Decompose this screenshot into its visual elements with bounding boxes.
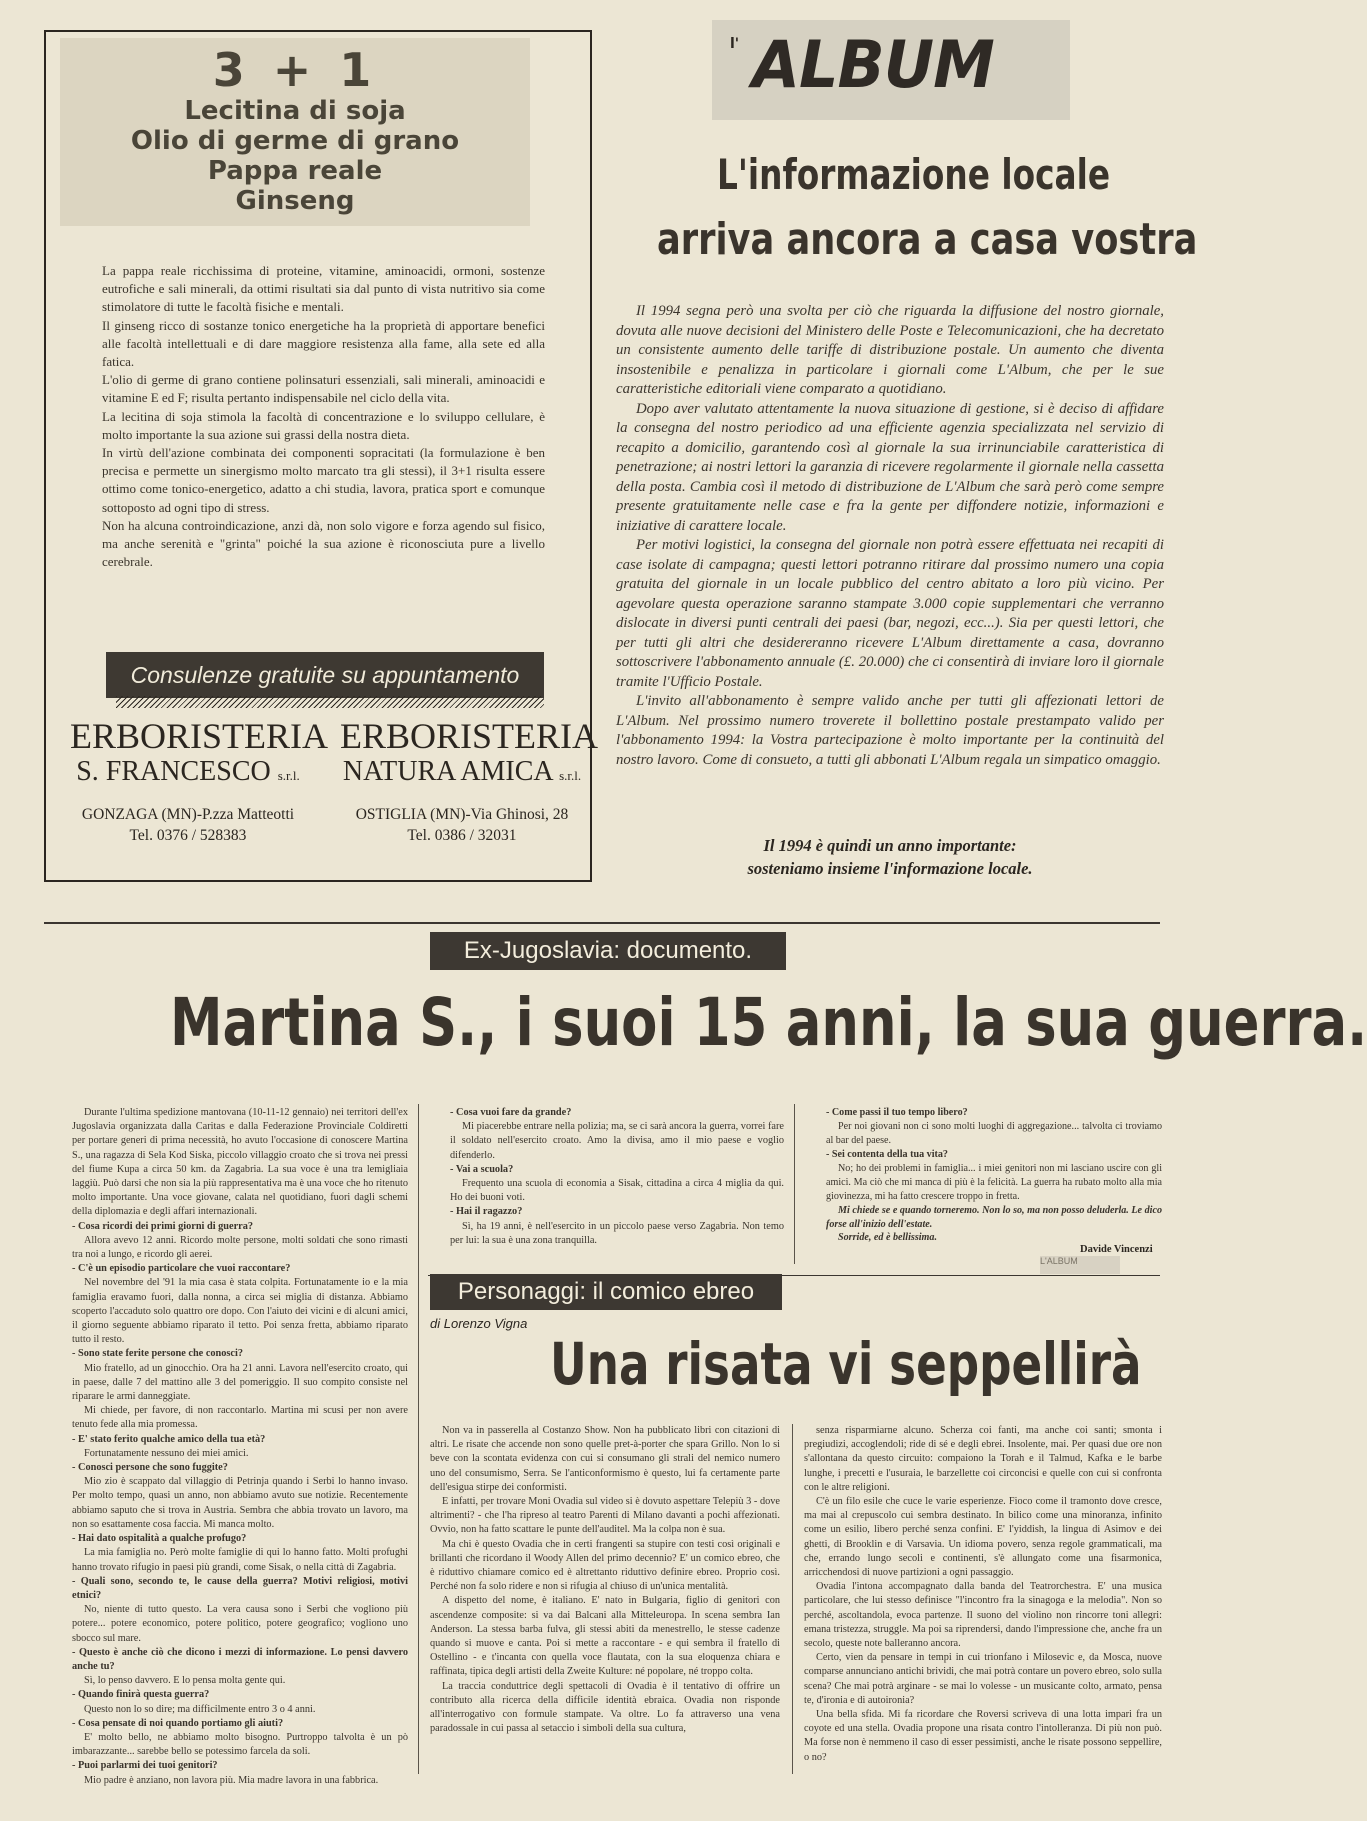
article2-column-2 bbox=[804, 1424, 1162, 1765]
interview-question: - Sei contenta della tua vita? bbox=[826, 1148, 948, 1160]
interview-note: Mi chiede se e quando torneremo. Non lo so, ma non posso deluderla. Le dico forse all'inizio dell'estate. bbox=[826, 1204, 1162, 1230]
interview-answer: No; ho dei problemi in famiglia... i miei genitori non mi lasciano uscire con gli amici. Ma ciò che mi manca di più è la felicità. La guerra ha rubato molto alla mia giovinezza, mi ha fatto crescere troppo in fretta. bbox=[826, 1162, 1162, 1202]
album-headline-1: L'informazione locale bbox=[717, 150, 1111, 199]
interview-question: - Hai dato ospitalità a qualche profugo? bbox=[72, 1533, 247, 1545]
interview-question: - Puoi parlarmi dei tuoi genitori? bbox=[72, 1760, 218, 1772]
ad-product: Pappa reale bbox=[207, 156, 383, 186]
article-paragraph: Ma chi è questo Ovadia che in certi frangenti sa stupire con testi così originali e brillanti che ricordano il Woody Allen del primo decennio? E' un comico ebreo, che è riduttivo chiamare comico ed è altrettanto riduttivo definire ebreo. Proprio così. Perché non fa solo ridere e non si rifugia al chiuso di un'unica mentalità. bbox=[430, 1538, 780, 1593]
shop-name-1: ERBORISTERIA bbox=[70, 716, 329, 756]
ad-product: Olio di germe di grano bbox=[130, 126, 460, 156]
article2-kicker: Personaggi: il comico ebreo bbox=[430, 1274, 782, 1310]
ad-paragraph: La lecitina di soja stimola la facoltà di concentrazione e lo sviluppo cellulare, è molto importante la sua azione sui grassi della nostra dieta. bbox=[102, 408, 545, 442]
ad-paragraph: L'olio di germe di grano contiene polinsaturi essenziali, sali minerali, aminoacidi e vitamine E ed F; risulta pertanto indispensabile nel ciclo della vita. bbox=[102, 372, 545, 406]
article2-byline: di Lorenzo Vigna bbox=[430, 1316, 528, 1331]
interview-question: - E' stato ferito qualche amico della tua età? bbox=[72, 1433, 266, 1445]
interview-answer: No, niente di tutto questo. La vera causa sono i Serbi che vogliono più potere... potere economico, potere politico, potere geografico; vogliono uno sbocco sul mare. bbox=[72, 1604, 408, 1644]
interview-question: - Come passi il tuo tempo libero? bbox=[826, 1107, 968, 1118]
album-closing bbox=[616, 834, 1164, 880]
album-paragraph: Il 1994 segna però una svolta per ciò che riguarda la diffusione del nostro giornale, dovuta alle nuove decisioni del Ministero delle Poste e Telecomunicazioni, che ha decretato un consistente aumento delle tariffe di distribuzione postale. Un aumento che diventa insostenibile e penalizza in particolare i giornali come L'Album, che per le sue caratteristiche editoriali viene comparato a quotidiano. bbox=[616, 303, 1164, 397]
interview-answer: Mio padre è anziano, non lavora più. Mia madre lavora in una fabbrica. bbox=[84, 1774, 379, 1786]
article-paragraph: Una bella sfida. Mi fa ricordare che Roversi scriveva di una lotta impari fra un coyote ed una stella. Ovadia propone una risata contro l'intolleranza. Di più non può. Ma forse non è nemmeno il caso di esser pessimisti, anche le risate possono seppellire, o no? bbox=[804, 1709, 1162, 1763]
interview-answer: Sì, lo penso davvero. E lo pensa molta gente qui. bbox=[84, 1675, 286, 1687]
interview-question: - C'è un episodio particolare che vuoi raccontare? bbox=[72, 1263, 291, 1275]
ghost-label: L'ALBUM bbox=[1040, 1256, 1120, 1274]
interview-answer: Allora avevo 12 anni. Ricordo molte persone, molti soldati che sono rimasti tra noi a lungo, e ricordo gli aerei. bbox=[72, 1234, 408, 1261]
article-paragraph: senza risparmiarne alcuno. Scherza coi fanti, ma anche coi santi; smonta i pregiudizi, accoglendoli; ride di sé e degli ebrei. Insolente, mai. Per quasi due ore non s'allontana da questo circuito: compaiono la Torah e il Talmud, Kafka e le barbe lunghe, i precetti e l'usuraia, le barzellette coi circoncisi e quelle con cui si confronta con le altre religioni. bbox=[804, 1425, 1162, 1493]
interview-answer: Mi chiede, per favore, di non raccontarlo. Martina mi scusi per non avere tenuto fede alla mia promessa. bbox=[72, 1405, 408, 1431]
column-rule bbox=[792, 1424, 793, 1774]
interview-question: - Hai il ragazzo? bbox=[450, 1206, 523, 1218]
ad-product-header bbox=[60, 38, 530, 226]
album-paragraph: Dopo aver valutato attentamente la nuova situazione di gestione, si è deciso di affidare la consegna del nostro periodico ad una efficiente agenzia specializzata nel servizio di recapito a domicilio, garantendo così al giornale la sua irrinunciabile caratteristica di penetrazione; ai nostri lettori la garanzia di ricevere regolarmente il giornale nella cassetta della posta. Cambia così il metodo di distribuzione de L'Album che sarà però come sempre presente gratuitamente nelle case e fra la gente per diffondere notizie, informazioni e iniziative di carattere locale. bbox=[616, 400, 1164, 534]
shop-suffix: s.r.l. bbox=[559, 768, 582, 783]
interview-question: - Cosa pensate di noi quando portiamo gli aiuti? bbox=[72, 1717, 284, 1729]
article1-headline: Martina S., i suoi 15 anni, la sua guerra. bbox=[170, 984, 1367, 1061]
shop-phone: Tel. 0386 / 32031 bbox=[407, 827, 517, 844]
article1-column-2 bbox=[450, 1106, 784, 1248]
article-paragraph: La traccia conduttrice degli spettacoli di Ovadia è il tentativo di offrire un contributo alla ricerca della difficile identità ebraica. Ovadia non risponde all'interrogativo con formule stampate. Va oltre. Lo fa attraverso una vena paradossale in cui passa al setaccio i simboli della sua cultura, bbox=[430, 1680, 780, 1735]
interview-question: - Cosa vuoi fare da grande? bbox=[450, 1107, 572, 1118]
article-paragraph: Certo, vien da pensare in tempi in cui trionfano i Milosevic e, da Mosca, nuove comparse annunciano antichi brividi, che mai potrà contare un povero ebreo, solo sulla scena? Che mai potrà arginare - se mai lo volesse - un musicante colto, armato, pensa te, d'ironia e di autoironia? bbox=[804, 1652, 1162, 1706]
article-paragraph: C'è un filo esile che cuce le varie esperienze. Fioco come il tramonto dove cresce, ma mai al crepuscolo cui sembra destinato. In bilico come una minoranza, infinito come un esilio, libero perché senza confini. E' l'yiddish, la lingua di Asimov e dei ghetti, di Brooklin e di Varsavia. Un idioma povero, senza regole grammaticali, ma che, errando lungo secoli e continenti, s'è allungato come una fisarmonica, arricchendosi di nuove partizioni a ogni passaggio. bbox=[804, 1496, 1162, 1579]
shop-address: OSTIGLIA (MN)-Via Ghinosi, 28 bbox=[355, 806, 569, 823]
interview-question: - Quali sono, secondo te, le cause della guerra? Motivi religiosi, motivi etnici? bbox=[72, 1575, 408, 1601]
interview-answer: La mia famiglia no. Però molte famiglie di qui lo hanno fatto. Molti profughi hanno trovato rifugio in paesi più grandi, come Sisak, o nella città di Zagabria. bbox=[72, 1547, 408, 1573]
interview-question: - Sono state ferite persone che conosci? bbox=[72, 1348, 244, 1360]
interview-answer: E' molto bello, ne abbiamo molto bisogno. Purtroppo talvolta è un pò imbarazzante... sarebbe bello se potessimo farcela da soli. bbox=[72, 1731, 408, 1758]
interview-answer: Sì, ha 19 anni, è nell'esercito in un piccolo paese verso Zagabria. Non temo per lui: la sua è una zona tranquilla. bbox=[450, 1220, 784, 1246]
interview-answer: Per noi giovani non ci sono molti luoghi di aggregazione... talvolta ci troviamo al bar del paese. bbox=[826, 1120, 1162, 1146]
interview-question: - Vai a scuola? bbox=[450, 1163, 514, 1175]
interview-question: - Questo è anche ciò che dicono i mezzi di informazione. Lo pensi davvero anche tu? bbox=[72, 1646, 408, 1672]
interview-answer: Mi piacerebbe entrare nella polizia; ma, se ci sarà ancora la guerra, vorrei fare il soldato nell'esercito croato. Amo la divisa, amo il mio paese e voglio difenderlo. bbox=[450, 1121, 784, 1161]
interview-question: - Cosa ricordi dei primi giorni di guerra? bbox=[72, 1220, 254, 1232]
article-paragraph: E infatti, per trovare Moni Ovadia sul video si è dovuto aspettare Telepiù 3 - dove altrimenti? - che l'ha ripreso al teatro Parenti di Milano davanti a pochi affezionati. Ovvio, non ha fatto scattare le punte dell'auditel. Ma la colpa non è sua. bbox=[430, 1496, 780, 1536]
article-paragraph: A dispetto del nome, è italiano. E' nato in Bulgaria, figlio di genitori con ascendenze composite: si va dai Balcani alla Mitteleuropa. In scena sembra Ian Anderson. La stessa barba fulva, gli stessi abiti da menestrello, le stesse cadenze quando si muove e canta. Poi si mette a raccontare - e qui sembra il fratello di Ostellino - e t'incanta con quella voce flautata, con la sua eloquenza chiara e raffinata, tipica degli artisti della Zweite Kulture: né popolare, né troppo colta. bbox=[430, 1595, 780, 1678]
shop-phone: Tel. 0376 / 528383 bbox=[129, 827, 247, 844]
album-logo-prefix: l' bbox=[730, 36, 740, 52]
shop-address: GONZAGA (MN)-P.zza Matteotti bbox=[81, 806, 295, 823]
interview-answer: Mio fratello, ad un ginocchio. Ora ha 21 anni. Lavora nell'esercito croato, qui in paese, dalle 7 del mattino alle 3 del pomeriggio. Il suo compito consiste nel riparare le armi danneggiate. bbox=[72, 1362, 408, 1403]
ad-body-text bbox=[102, 262, 545, 571]
article1-kicker: Ex-Jugoslavia: documento. bbox=[430, 932, 786, 970]
article1-signature: Davide Vincenzi bbox=[1080, 1244, 1153, 1255]
shop-name-2 bbox=[70, 756, 306, 792]
shop-natura-amica bbox=[340, 716, 599, 846]
banner-hatching bbox=[116, 696, 544, 708]
section-divider bbox=[44, 922, 1160, 924]
album-paragraph: Per motivi logistici, la consegna del giornale non potrà essere effettuata nei recapiti di case isolate di campagna; questi lettori potranno ritirare dal prossimo numero una copia gratuita del giornale in un locale pubblico del centro abitato a loro più vicino. Per agevolare questa operazione saranno stampate 3.000 copie supplementari che verranno dislocate in diversi punti centrali dei paesi (bar, negozi, ecc...). Sia per questi lettori, che per tutti gli altri che desidereranno ricevere L'Album direttamente a casa, dovranno sottoscrivere l'abbonamento annuale (£. 20.000) che ci consentirà di inviare loro il giornale tramite l'Ufficio Postale. bbox=[616, 537, 1164, 690]
album-closing-2: sosteniamo insieme l'informazione locale. bbox=[747, 859, 1033, 878]
ad-product: Lecitina di soja bbox=[184, 96, 406, 126]
shop-name-2 bbox=[340, 756, 584, 792]
article1-column-1 bbox=[72, 1106, 408, 1788]
consulenze-banner: Consulenze gratuite su appuntamento bbox=[106, 652, 544, 698]
interview-question: - Quando finirà questa guerra? bbox=[72, 1689, 210, 1701]
shop-suffix: s.r.l. bbox=[277, 768, 300, 783]
ad-paragraph: La pappa reale ricchissima di proteine, vitamine, aminoacidi, ormoni, sostenze eutrofiche e sali minerali, da ottimi risultati sia dal punto di vista nutritivo sia come stimolatore di tutte le facoltà fisiche e mentali. bbox=[102, 263, 545, 315]
column-rule bbox=[418, 1104, 419, 1774]
interview-note: Sorride, ed è bellissima. bbox=[838, 1232, 937, 1244]
interview-question: - Conosci persone che sono fuggite? bbox=[72, 1462, 228, 1474]
interview-answer: Fortunatamente nessuno dei miei amici. bbox=[84, 1447, 249, 1459]
album-headline-2: arriva ancora a casa vostra bbox=[657, 214, 1198, 265]
interview-answer: Durante l'ultima spedizione mantovana (10-11-12 gennaio) nei territori dell'ex Jugoslavia organizzata dalla Caritas e dalla Federazione Provinciale Coldiretti per portare generi di prima necessità, ho avuto l'occasione di conoscere Martina S., una ragazza di Sela Kod Siska, piccolo villaggio croato che si trova nei pressi del fiume Kupa a circa 50 km. da Zagabria. La sua voce è una tra lemigliaia laggiù. Può darsi che non sia la più rappresentativa ma è una voce che ho ritenuto molto importante. Una voce giovane, calata nel quotidiano, fuori dagli schemi della diplomazia e degli affari internazionali. bbox=[72, 1107, 408, 1218]
interview-answer: Nel novembre del '91 la mia casa è stata colpita. Fortunatamente io e la mia famiglia eravamo fuori, dalla nonna, a circa sei miglia di distanza. Abbiamo scoperto l'accaduto solo quattro ore dopo. Con l'aiuto dei vicini e di alcuni amici, il giorno seguente abbiamo riparato il tetto. Poi senza fretta, abbiamo riparato tutto il resto. bbox=[72, 1277, 408, 1346]
ad-counter: 3 + 1 bbox=[212, 43, 378, 97]
article2-column-1 bbox=[430, 1424, 780, 1736]
interview-answer: Frequento una scuola di economia a Sisak, cittadina a circa 4 miglia da qui. Ho dei buoni voti. bbox=[450, 1178, 784, 1204]
ad-paragraph: Non ha alcuna controindicazione, anzi dà, non solo vigore e forza agendo sul fisico, ma anche serenità e "grinta" poiché la sua azione è riconosciuta pure a livello cerebrale. bbox=[102, 517, 545, 570]
ad-product: Ginseng bbox=[235, 186, 355, 216]
interview-answer: Questo non lo so dire; ma difficilmente entro 3 o 4 anni. bbox=[84, 1703, 316, 1715]
column-rule bbox=[794, 1104, 795, 1264]
album-closing-1: Il 1994 è quindi un anno importante: bbox=[763, 836, 1017, 855]
article-paragraph: Ovadia l'intona accompagnato dalla banda del Teatrorchestra. E' una musica particolare, che lui stesso definisce "l'incontro fra la sinagoga e la melodia". Non so perché, ascoltandola, evoca partenze. Il suono del violino non rincorre toni allegri: emana tristezza, struggle. Ma poi sa riprendersi, dando l'impressione che, anche fra un secolo, queste note balleranno ancora. bbox=[804, 1581, 1162, 1650]
album-paragraph: L'invito all'abbonamento è sempre valido anche per tutti gli affezionati lettori de L'Album. Nel prossimo numero troverete il bollettino postale prestampato valido per l'abbonamento 1994: la Vostra partecipazione è molto importante per la continuità del nostro lavoro. Come di consueto, a tutti gli abbonati L'Album regala un simpatico omaggio. bbox=[616, 693, 1164, 768]
ad-paragraph: Il ginseng ricco di sostanze tonico energetiche ha la proprietà di apportare benefici alle facoltà intellettuali e di dare maggiore resistenza alla fame, alla sete ed alla fatica. bbox=[102, 317, 545, 370]
article-paragraph: Non va in passerella al Costanzo Show. Non ha pubblicato libri con citazioni di altri. Le risate che accende non sono quelle pret-à-porter che spara Grillo. Non lo si beve con la scontata evidenza con cui si consumano gli strali del nemico numero uno del consumismo, Serra. Se l'anticonformismo è questo, lui fa certamente parte dell'esigua stirpe dei conformisti. bbox=[430, 1425, 780, 1493]
shop-s-francesco bbox=[70, 716, 329, 846]
article1-column-3 bbox=[826, 1106, 1162, 1245]
article2-headline: Una risata vi seppellirà bbox=[550, 1330, 1142, 1398]
ad-paragraph: In virtù dell'azione combinata dei componenti sopracitati (la formulazione è ben precisa e permette un sinergismo molto marcato tra gli stessi), il 3+1 risulta essere ottimo come tonico-energetico, adatto a chi studia, lavora, pratica sport e comunque sottoposto ad ogni tipo di stress. bbox=[102, 445, 545, 515]
interview-answer: Mio zio è scappato dal villaggio di Petrinja quando i Serbi lo hanno invaso. Per molto tempo, quasi un anno, non abbiamo avuto sue notizie. Recentemente abbiamo saputo che si trova in Austria. Sembra che abbia trovato un lavoro, ma non so esattamente cosa faccia. Mi manca molto. bbox=[72, 1476, 408, 1530]
album-logo: ALBUM bbox=[752, 26, 994, 103]
shop-name-1: ERBORISTERIA bbox=[340, 716, 599, 756]
album-body bbox=[616, 302, 1164, 770]
shop-name-2-text: NATURA AMICA bbox=[342, 756, 553, 787]
shop-name-2-text: S. FRANCESCO bbox=[76, 756, 271, 787]
